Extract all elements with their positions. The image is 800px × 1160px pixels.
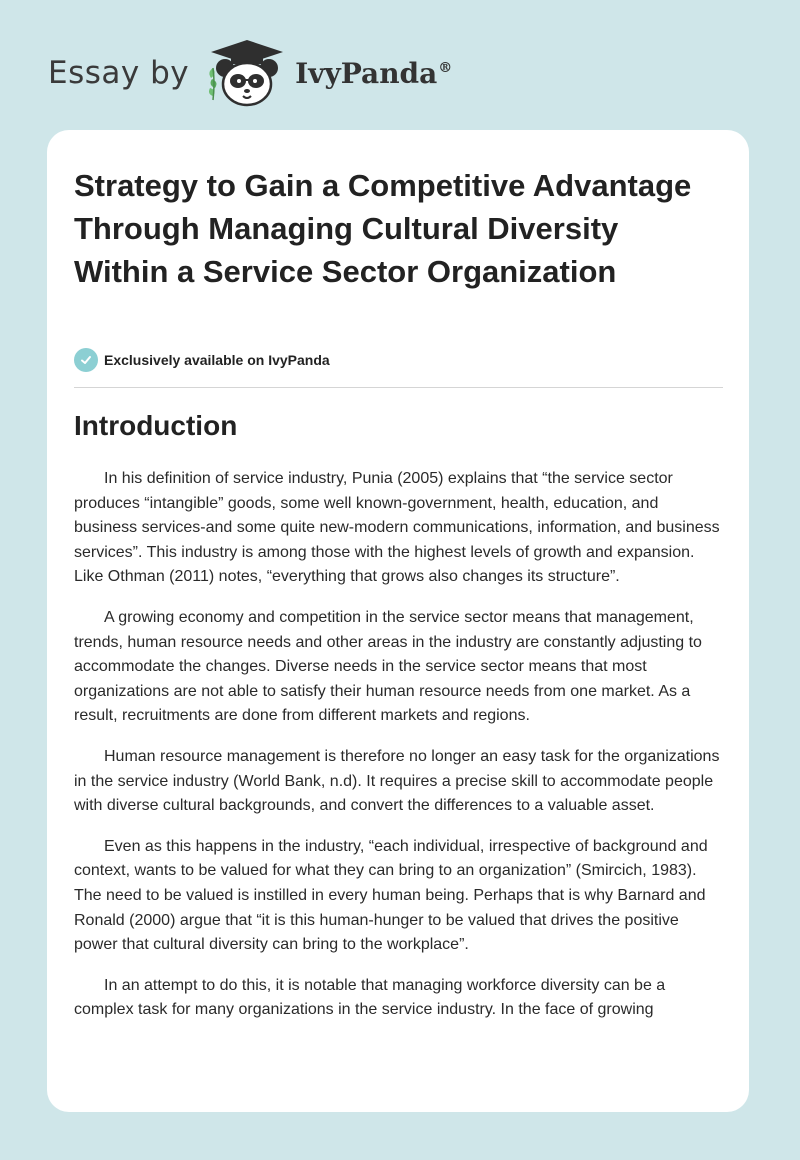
paragraph: In an attempt to do this, it is notable that managing workforce diversity can be a complex task for many organizations in the service industry. In the face of growing (74, 976, 666, 1019)
article-body (74, 467, 724, 1039)
site-header (48, 38, 452, 108)
exclusive-badge (74, 348, 330, 372)
brand-text: IvyPanda (295, 56, 438, 90)
paragraph: Human resource management is therefore no longer an easy task for the organizations in the service industry (World Bank, n.d). It requires a precise skill to accommodate people with diverse cultural backgrounds, and convert the differences to a valuable asset. (74, 747, 720, 815)
panda-logo-icon (203, 38, 289, 108)
paragraph: In his definition of service industry, Punia (2005) explains that “the service sector produces “intangible” goods, some well known-government, health, education, and business services-and some quite new-modern communications, information, and business services”. This industry is among those with the highest levels of growth and expansion. Like Othman (2011) notes, “everything that grows also changes its structure”. (74, 470, 720, 586)
divider (74, 387, 723, 388)
page-title: Strategy to Gain a Competitive Advantage Through Managing Cultural Diversity Within a Service Sector Organization (74, 168, 692, 289)
brand-name (295, 57, 452, 90)
registered-mark: ® (438, 60, 453, 77)
exclusive-label: Exclusively available on IvyPanda (104, 352, 330, 368)
essay-card (47, 130, 749, 1112)
check-icon (74, 348, 98, 372)
essay-by-label: Essay by (48, 55, 190, 91)
section-heading: Introduction (74, 410, 238, 441)
paragraph: Even as this happens in the industry, “each individual, irrespective of background and context, wants to be valued for what they can bring to an organization” (Smircich, 1983). The need to be valued is instilled in every human being. Perhaps that is why Barnard and Ronald (2000) argue that “it is this human-hunger to be valued that drives the positive power that cultural diversity can bring to the workplace”. (74, 837, 708, 954)
paragraph: A growing economy and competition in the service sector means that management, trends, human resource needs and other areas in the industry are constantly adjusting to accommodate the changes. Diverse needs in the service sector means that most organizations are not able to satisfy their human resource needs from one market. As a result, recruitments are done from different markets and regions. (74, 608, 702, 725)
